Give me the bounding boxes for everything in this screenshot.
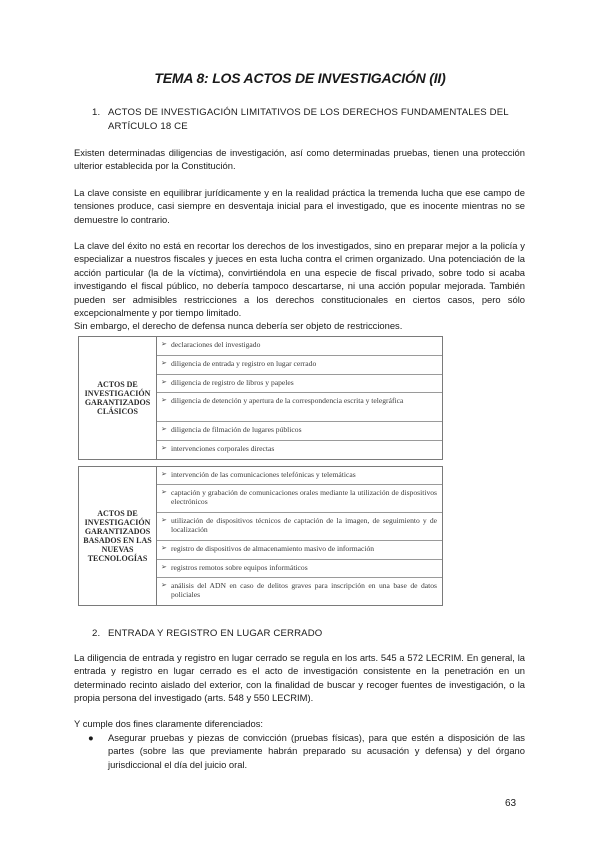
scheme-item [157,513,442,541]
page-number: 63 [505,798,517,809]
scheme-item-list [157,337,442,459]
section-2-title: ENTRADA Y REGISTRO EN LUGAR CERRADO [108,628,323,639]
scheme-new-technology-acts [78,466,443,606]
paragraph-text: Existen determinadas diligencias de investigación, así como determinadas pruebas, tienen una protección ulterior establecida por la Constitución. [74,147,525,172]
scheme-item [157,541,442,559]
scheme-classic-acts [78,336,443,460]
scheme-item-text: intervenciones corporales directas [171,444,275,454]
arrow-icon: ➢ [161,562,167,571]
paragraph-text: La diligencia de entrada y registro en lugar cerrado se regula en los arts. 545 a 572 LECRIM. En general, la entrada y registro en lugar cerrado es el acto de investigación consistente en la penetración en un determinado recinto aislado del exterior, con la finalidad de buscar y recoger fuentes de investigación, o la propia persona del investigado (arts. 548 y 550 LECRIM). [74,652,525,704]
arrow-icon: ➢ [161,580,167,589]
scheme-label: ACTOS DE INVESTIGACIÓN GARANTIZADOS CLÁSICOS [79,337,157,459]
scheme-item-text: captación y grabación de comunicaciones orales mediante la utilización de dispositivos electrónicos [171,488,437,507]
scheme-item [157,393,442,422]
scheme-item-text: intervención de las comunicaciones telefónicas y telemáticas [171,470,356,479]
scheme-item-text: declaraciones del investigado [171,340,261,349]
scheme-item [157,467,442,485]
bullet-item [88,731,525,771]
scheme-item-text: diligencia de detención y apertura de la correspondencia escrita y telegráfica [171,396,404,406]
arrow-icon: ➢ [161,488,167,497]
section-1-number: 1. [92,107,101,118]
paragraph-text: La clave consiste en equilibrar jurídicamente y en la realidad práctica la tremenda lucha que ese campo de tensiones produce, casi siempre en desventaja inicial para el investigado, que es inocente mientras no se demuestre lo contrario. [74,187,525,225]
arrow-icon: ➢ [161,470,167,478]
arrow-icon: ➢ [161,444,167,453]
arrow-icon: ➢ [161,358,167,367]
arrow-icon: ➢ [161,516,167,525]
bullet-icon: ● [88,732,94,743]
scheme-item [157,337,442,356]
scheme-item-text: utilización de dispositivos técnicos de captación de la imagen, de seguimiento y de localización [171,516,437,535]
scheme-item-text: diligencia de entrada y registro en lugar cerrado [171,358,317,368]
entry-paragraph-1 [74,651,525,705]
scheme-item [157,560,442,578]
scheme-item-text: análisis del ADN en caso de delitos graves para inscripción en una base de datos policiales [171,580,437,599]
scheme-item [157,375,442,394]
section-2-number: 2. [92,628,101,639]
section-1-title: ACTOS DE INVESTIGACIÓN LIMITATIVOS DE LOS DERECHOS FUNDAMENTALES DEL ARTÍCULO 18 CE [108,107,509,132]
scheme-item-list [157,467,442,605]
intro-paragraph-3 [74,239,525,333]
scheme-item [157,485,442,513]
scheme-label: ACTOS DE INVESTIGACIÓN GARANTIZADOS BASADOS EN LAS NUEVAS TECNOLOGÍAS [79,467,157,605]
scheme-item-text: registro de dispositivos de almacenamiento masivo de información [171,544,375,554]
scheme-item-text: registros remotos sobre equipos informáticos [171,562,308,572]
arrow-icon: ➢ [161,340,167,348]
arrow-icon: ➢ [161,377,167,386]
scheme-item [157,422,442,441]
scheme-item [157,356,442,375]
arrow-icon: ➢ [161,544,167,553]
intro-paragraph-2 [74,186,525,226]
section-2-heading [92,627,532,641]
paragraph-text: La clave del éxito no está en recortar los derechos de los investigados, sino en preparar mejor a la policía y especializar a nuestros fiscales y jueces en esta lucha contra el crimen organizado. Una potenciación de la acción particular (la de la víctima), convirtiéndola en una especie de fiscal privado, sobre todo si acaba investigando el fiscal público, no debería tampoco descartarse, ni una acción popular mejorada. También pueden ser admisibles restricciones a los derechos constitucionales en ciertos casos, pero sólo excepcionalmente y por tiempo limitado. [74,240,525,319]
arrow-icon: ➢ [161,396,167,405]
intro-paragraph-1 [74,146,525,173]
scheme-item [157,578,442,605]
arrow-icon: ➢ [161,425,167,434]
scheme-item-text: diligencia de registro de libros y papeles [171,377,294,387]
scheme-item [157,441,442,459]
scheme-item-text: diligencia de filmación de lugares públicos [171,425,302,435]
entry-paragraph-2 [74,717,525,730]
paragraph-text: Y cumple dos fines claramente diferenciados: [74,718,263,729]
paragraph-text: Sin embargo, el derecho de defensa nunca debería ser objeto de restricciones. [74,320,403,332]
bullet-text: Asegurar pruebas y piezas de convicción (pruebas físicas), para que estén a disposición de las partes (sobre las que previamente habrán preparado su acusación y defensa) y del órgano jurisdiccional el día del juicio oral. [108,732,525,770]
page-title: TEMA 8: LOS ACTOS DE INVESTIGACIÓN (II) [154,70,446,86]
section-1-heading [92,106,532,134]
